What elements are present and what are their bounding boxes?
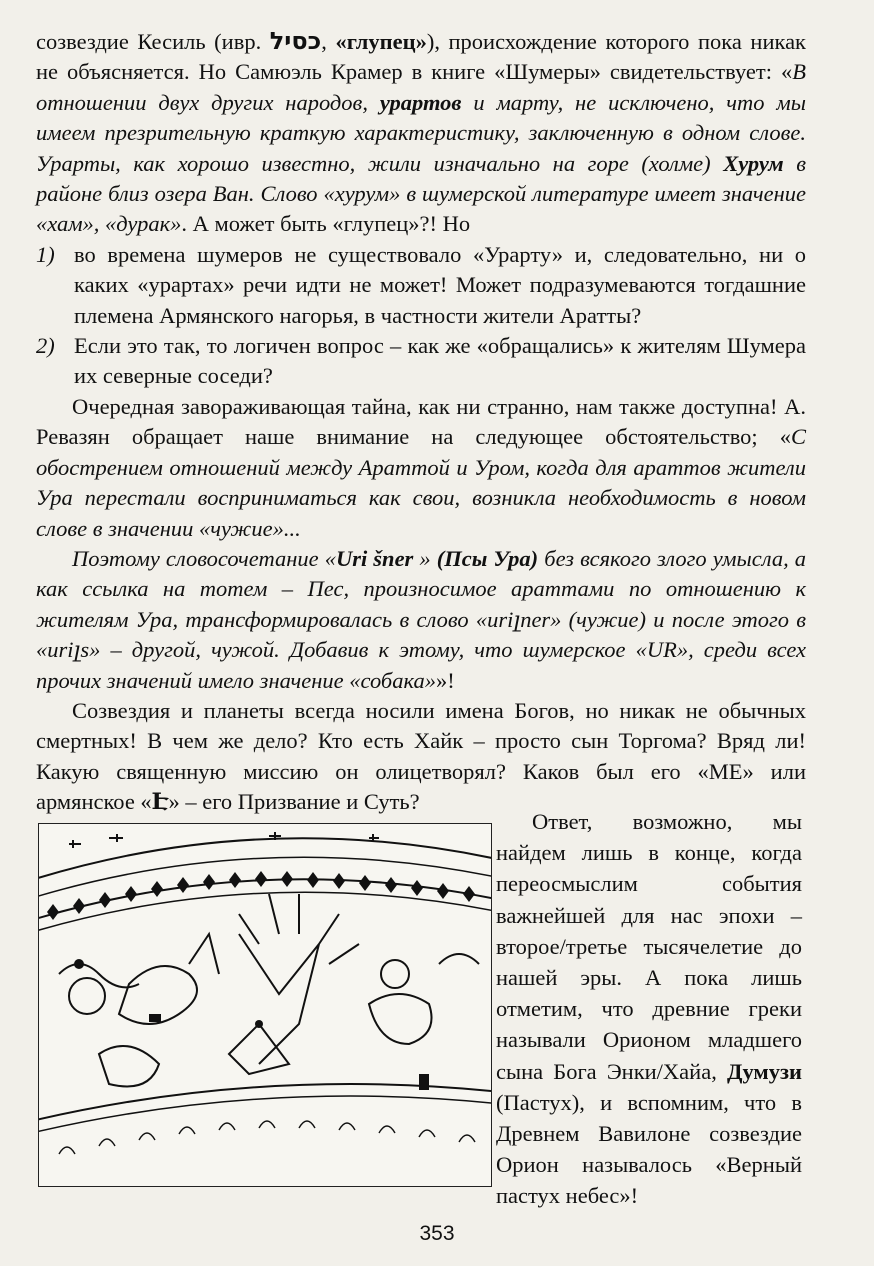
- revazyan-quote: С обострением отношений между Араттой и Уром, когда для араттов жители Ура перестали восприниматься как свои, возникла необходимость в новом слове в значении «чужие»...: [36, 424, 806, 541]
- list-item: [36, 331, 806, 392]
- illustration-frieze: [38, 823, 492, 1187]
- frieze-drawing: [39, 824, 491, 1186]
- paragraph-2: Очередная завораживающая тайна, как ни странно, нам также доступна! А. Ревазян обращает наше внимание на следующее обстоятельство; «С обострением отношений между Араттой и Уром, когда для араттов жители Ура перестали восприниматься как свои, возникла необходимость в новом слове в значении «чужие»...: [36, 393, 806, 541]
- list-text: во времена шумеров не существовало «Урарту» и, следовательно, ни о каких «урартах» речи идти не может! Может подразумеваются тогдашние племена Армянского нагорья, в частности жители Аратты?: [74, 241, 806, 328]
- side-text: [496, 806, 802, 1212]
- bold-term-dogs-of-ur: (Псы Ура): [436, 545, 539, 571]
- hebrew-word: כסיל: [269, 27, 322, 55]
- list-text: Если это так, то логичен вопрос – как же «обращались» к жителям Шумера их северные соседи?: [74, 333, 806, 389]
- paragraph-5: Ответ, возможно, мы найдем лишь в конце, когда переосмыслим события важнейшей для нас эпохи – второе/третье тысячелетие до нашей эры. А пока лишь отметим, что древние греки называли Орионом младшего сына Бога Энки/Хайа, Думузи (Пастух), и вспомним, что в Древнем Вавилоне созвездие Орион называлось «Верный пастух небес»!: [496, 809, 802, 1209]
- bold-term-fool: «глупец»: [335, 29, 427, 54]
- bold-term-hurum: Хурум: [723, 150, 784, 176]
- numbered-list: [36, 240, 806, 392]
- page-number: 353: [419, 1222, 455, 1245]
- main-text: [36, 26, 806, 818]
- bold-term-urartians: урартов: [379, 89, 462, 115]
- bold-term-uri-shner: Uri šner: [335, 545, 414, 571]
- list-number: 2): [36, 333, 55, 359]
- armenian-letter: Է: [151, 789, 169, 815]
- paragraph-4: Созвездия и планеты всегда носили имена Богов, но никак не обычных смертных! В чем же дело? Кто есть Хайк – просто сын Торгома? Вряд ли! Какую священную миссию он олицетворял? Каков был его «МЕ» или армянское «Է» – его Призвание и Суть?: [36, 697, 806, 815]
- kramer-quote: В отношении двух других народов, урартов и марту, не исключено, что мы имеем презрительную краткую характеристику, заключенную в одном слове. Урарты, как хорошо известно, жили изначально на горе (холме) Хурум в районе близ озера Ван. Слово «хурум» в шумерской литературе имеет значение «хам», «дурак»: [36, 59, 806, 237]
- list-number: 1): [36, 241, 55, 267]
- bold-term-dumuzi: Думузи: [726, 1058, 802, 1084]
- paragraph-3: Поэтому словосочетание «Uri šner » (Псы Ура) без всякого злого умысла, а как ссылка на тотем – Пес, произносимое араттами по отношению к жителям Ура, трансформировалась в слово «uriլner» (чужие) и после этого в «uriլs» – другой, чужой. Добавив к этому, что шумерское «UR», среди всех прочих значений имело значение «собака»»!: [36, 545, 807, 693]
- paragraph-1: созвездие Кесиль (ивр. כסיל, «глупец»), происхождение которого пока никак не объясняется. Но Самюэль Крамер в книге «Шумеры» свидетельствует: «В отношении двух других народов, урартов и марту, не исключено, что мы имеем презрительную краткую характеристику, заключенную в одном слове. Урарты, как хорошо известно, жили изначально на горе (холме) Хурум в районе близ озера Ван. Слово «хурум» в шумерской литературе имеет значение «хам», «дурак». А может быть «глупец»?! Но: [36, 27, 806, 237]
- list-item: [36, 240, 806, 331]
